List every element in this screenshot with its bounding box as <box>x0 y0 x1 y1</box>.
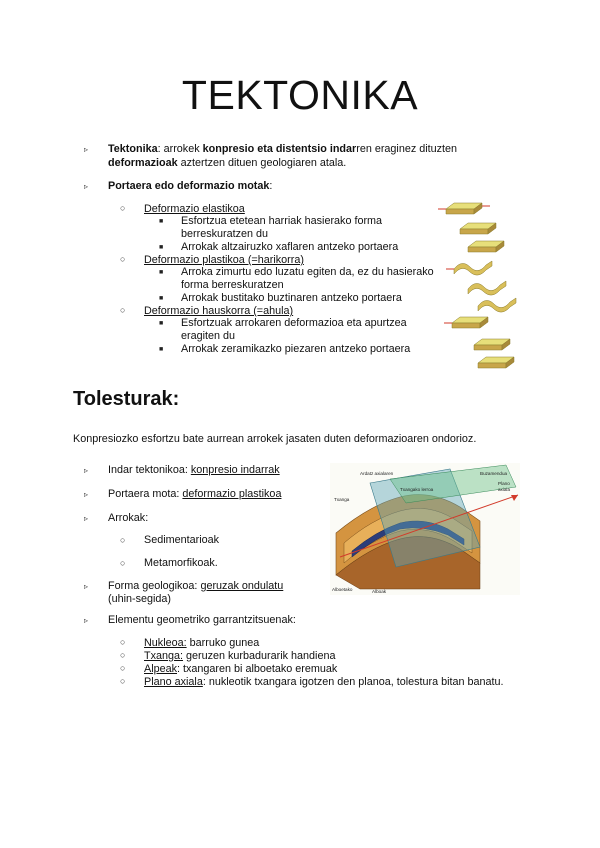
intro-text: aztertzen dituen geologiaren atala. <box>177 157 347 169</box>
folds-shape <box>108 579 283 593</box>
brittle-block-2 <box>474 339 510 350</box>
bullet-circle: ○ <box>120 637 126 647</box>
folds-force-value: konpresio indarrak <box>190 464 280 476</box>
bullet-arrow: ▹ <box>84 490 89 499</box>
types-heading <box>108 179 272 193</box>
folds-behaviour-label: Portaera mota: <box>108 488 183 500</box>
bullet-square: ■ <box>159 269 164 276</box>
type-elastic-line: Arrokak altzairuzko xaflaren antzeko portaera <box>181 241 399 253</box>
bullet-circle: ○ <box>120 254 126 264</box>
bullet-square: ■ <box>159 295 164 302</box>
type-plastic-line: Arrokak bustitako buztinaren antzeko portaera <box>181 292 402 304</box>
folds-definition: Konpresiozko esfortzu bate aurrean arrokek jasaten duten deformazioaren ondorioz. <box>73 433 477 445</box>
plastic-fold-2 <box>468 281 506 295</box>
intro-term: Tektonika <box>108 143 158 155</box>
elastic-block-1 <box>446 203 482 214</box>
folds-heading: Tolesturak: <box>73 388 180 410</box>
label-dip: Buzamendua <box>480 471 508 476</box>
type-plastic-name: Deformazio plastikoa (=harikorra) <box>144 254 304 266</box>
bullet-circle: ○ <box>120 203 126 213</box>
element-item <box>144 649 335 663</box>
element-desc: : txangaren bi alboetako eremuak <box>177 663 338 675</box>
type-plastic-line: forma berreskuratzen <box>181 279 284 291</box>
types-heading-colon: : <box>269 180 273 192</box>
bullet-arrow: ▹ <box>84 145 89 154</box>
bullet-square: ■ <box>159 320 164 327</box>
folds-shape-label: Forma geologikoa: <box>108 580 201 592</box>
folds-rocks-label: Arrokak: <box>108 512 149 524</box>
elastic-block-3 <box>468 241 504 252</box>
type-elastic-name: Deformazio elastikoa <box>144 203 245 215</box>
element-desc: : nukleotik txangara igotzen den planoa, tolestura bitan banatu. <box>202 676 504 688</box>
bullet-arrow: ▹ <box>84 466 89 475</box>
bullet-circle: ○ <box>120 558 126 568</box>
deformation-blocks-illustration <box>438 193 524 371</box>
folds-rock-item: Sedimentarioak <box>144 534 220 546</box>
bullet-circle: ○ <box>120 650 126 660</box>
type-brittle-line: Esfortzuak arrokaren deformazioa eta apurtzea <box>181 317 407 329</box>
bullet-square: ■ <box>159 346 164 353</box>
bullet-circle: ○ <box>120 305 126 315</box>
label-axial-plane: Plano <box>498 481 510 486</box>
label-limbs: Alboak <box>372 589 387 594</box>
intro-forces: konpresio eta distentsio indar <box>202 143 357 155</box>
types-heading-bold: Portaera edo deformazio motak <box>108 180 270 192</box>
label-hinge: Txanga <box>334 497 350 502</box>
type-brittle-name: Deformazio hauskorra (=ahula) <box>144 305 294 317</box>
element-item <box>144 636 259 650</box>
bullet-square: ■ <box>159 218 164 225</box>
folds-rock-item: Metamorfikoak. <box>144 557 218 569</box>
brittle-block-1 <box>452 317 488 328</box>
intro-line-2 <box>108 156 346 170</box>
page-title: TEKTONIKA <box>181 72 419 118</box>
brittle-block-3 <box>478 357 514 368</box>
fold-diagram <box>330 463 520 595</box>
element-term: Plano axiala <box>144 676 203 688</box>
element-term: Txanga: <box>144 650 184 662</box>
bullet-square: ■ <box>159 244 164 251</box>
bullet-arrow: ▹ <box>84 582 89 591</box>
folds-behaviour <box>108 487 281 501</box>
plastic-fold-3 <box>478 298 516 312</box>
label-axial-plane: axiala <box>498 487 511 492</box>
element-term: Alpeak <box>144 663 178 675</box>
folds-elements-label: Elementu geometriko garrantzitsuenak: <box>108 614 296 626</box>
intro-text: ren eraginez dituzten <box>356 143 458 155</box>
intro-text: : arrokek <box>157 143 203 155</box>
bullet-arrow: ▹ <box>84 514 89 523</box>
bullet-circle: ○ <box>120 676 126 686</box>
bullet-arrow: ▹ <box>84 616 89 625</box>
type-brittle-line: eragiten du <box>181 330 236 342</box>
plastic-fold-1 <box>454 261 492 275</box>
folds-force <box>108 463 280 477</box>
folds-force-label: Indar tektonikoa: <box>108 464 191 476</box>
bullet-circle: ○ <box>120 663 126 673</box>
label-limb-left: Alboetako <box>332 587 353 592</box>
type-plastic-line: Arroka zimurtu edo luzatu egiten da, ez du hasierako <box>181 266 434 278</box>
folds-shape-value: geruzak ondulatu <box>200 580 284 592</box>
element-item <box>144 662 337 676</box>
bullet-circle: ○ <box>120 535 126 545</box>
type-elastic-line: Esfortzua etetean harriak hasierako forma <box>181 215 383 227</box>
folds-shape-extra: (uhin-segida) <box>108 593 172 605</box>
element-desc: barruko gunea <box>186 637 260 649</box>
bullet-arrow: ▹ <box>84 182 89 191</box>
type-brittle-line: Arrokak zeramikazko piezaren antzeko portaera <box>181 343 411 355</box>
elastic-block-2 <box>460 223 496 234</box>
element-desc: geruzen kurbadurarik handiena <box>183 650 336 662</box>
element-item <box>144 675 504 689</box>
folds-behaviour-value: deformazio plastikoa <box>182 488 282 500</box>
label-axial-trace: Ardatz axialaren <box>360 471 394 476</box>
intro-line-1 <box>108 142 457 156</box>
label-hinge-line: Txangako lerroa <box>400 487 434 492</box>
type-elastic-line: berreskuratzen du <box>181 228 269 240</box>
intro-deformations: deformazioak <box>108 157 178 169</box>
element-term: Nukleoa: <box>144 637 187 649</box>
